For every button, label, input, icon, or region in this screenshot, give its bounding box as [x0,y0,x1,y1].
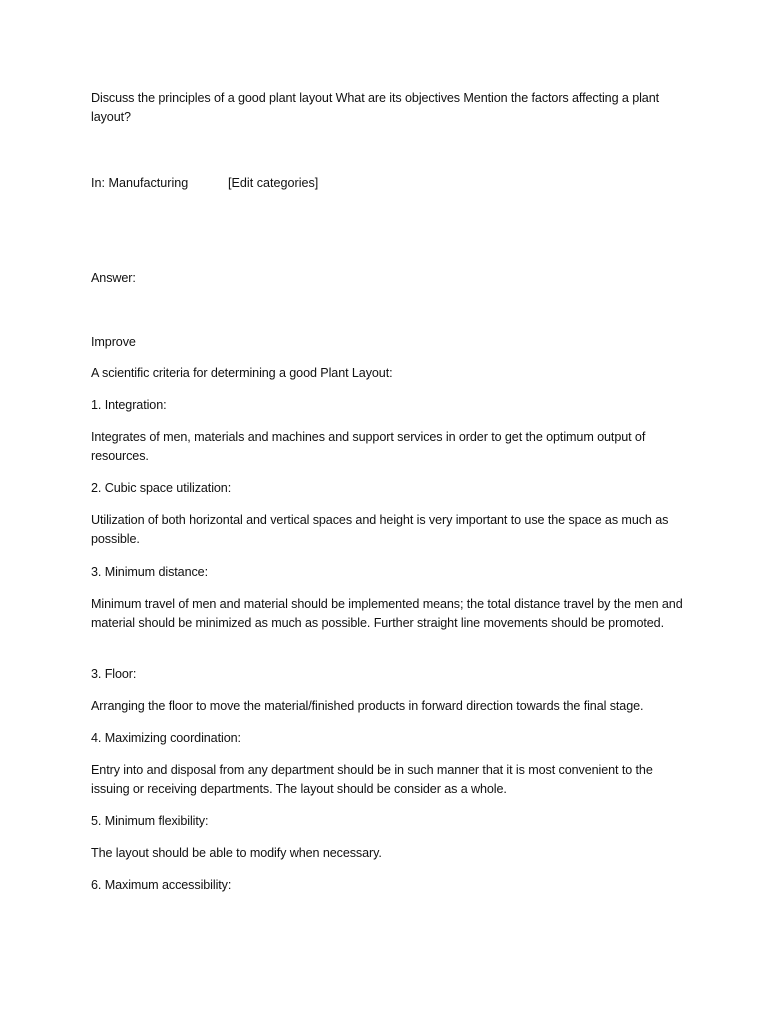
section-body: Integrates of men, materials and machines and support services in order to get the optimum output of resources. [91,430,646,463]
section-body: Minimum travel of men and material should be implemented means; the total distance travel by the men and material should be minimized as much as possible. Further straight line movements should be promoted. [91,597,683,630]
section-heading: 2. Cubic space utilization: [91,481,232,495]
section-heading: 3. Floor: [91,667,137,681]
section-heading: 1. Integration: [91,398,167,412]
improve-link[interactable]: Improve [91,335,136,349]
section-body: Arranging the floor to move the material/finished products in forward direction towards the final stage. [91,699,644,713]
section-body: The layout should be able to modify when necessary. [91,846,382,860]
category-label: In: Manufacturing [91,176,189,190]
answer-label: Answer: [91,271,136,285]
section-heading: 6. Maximum accessibility: [91,878,232,892]
category-row [91,174,691,193]
edit-categories-link[interactable]: [Edit categories] [228,176,319,190]
section-body: Utilization of both horizontal and vertical spaces and height is very important to use the space as much as possible. [91,513,669,546]
section-body: Entry into and disposal from any department should be in such manner that it is most convenient to the issuing or receiving departments. The layout should be consider as a whole. [91,763,653,796]
intro-text: A scientific criteria for determining a good Plant Layout: [91,366,393,380]
section-heading: 5. Minimum flexibility: [91,814,209,828]
question-title: Discuss the principles of a good plant layout What are its objectives Mention the factors affecting a plant layout? [91,91,659,124]
section-heading: 3. Minimum distance: [91,565,208,579]
section-heading: 4. Maximizing coordination: [91,731,241,745]
